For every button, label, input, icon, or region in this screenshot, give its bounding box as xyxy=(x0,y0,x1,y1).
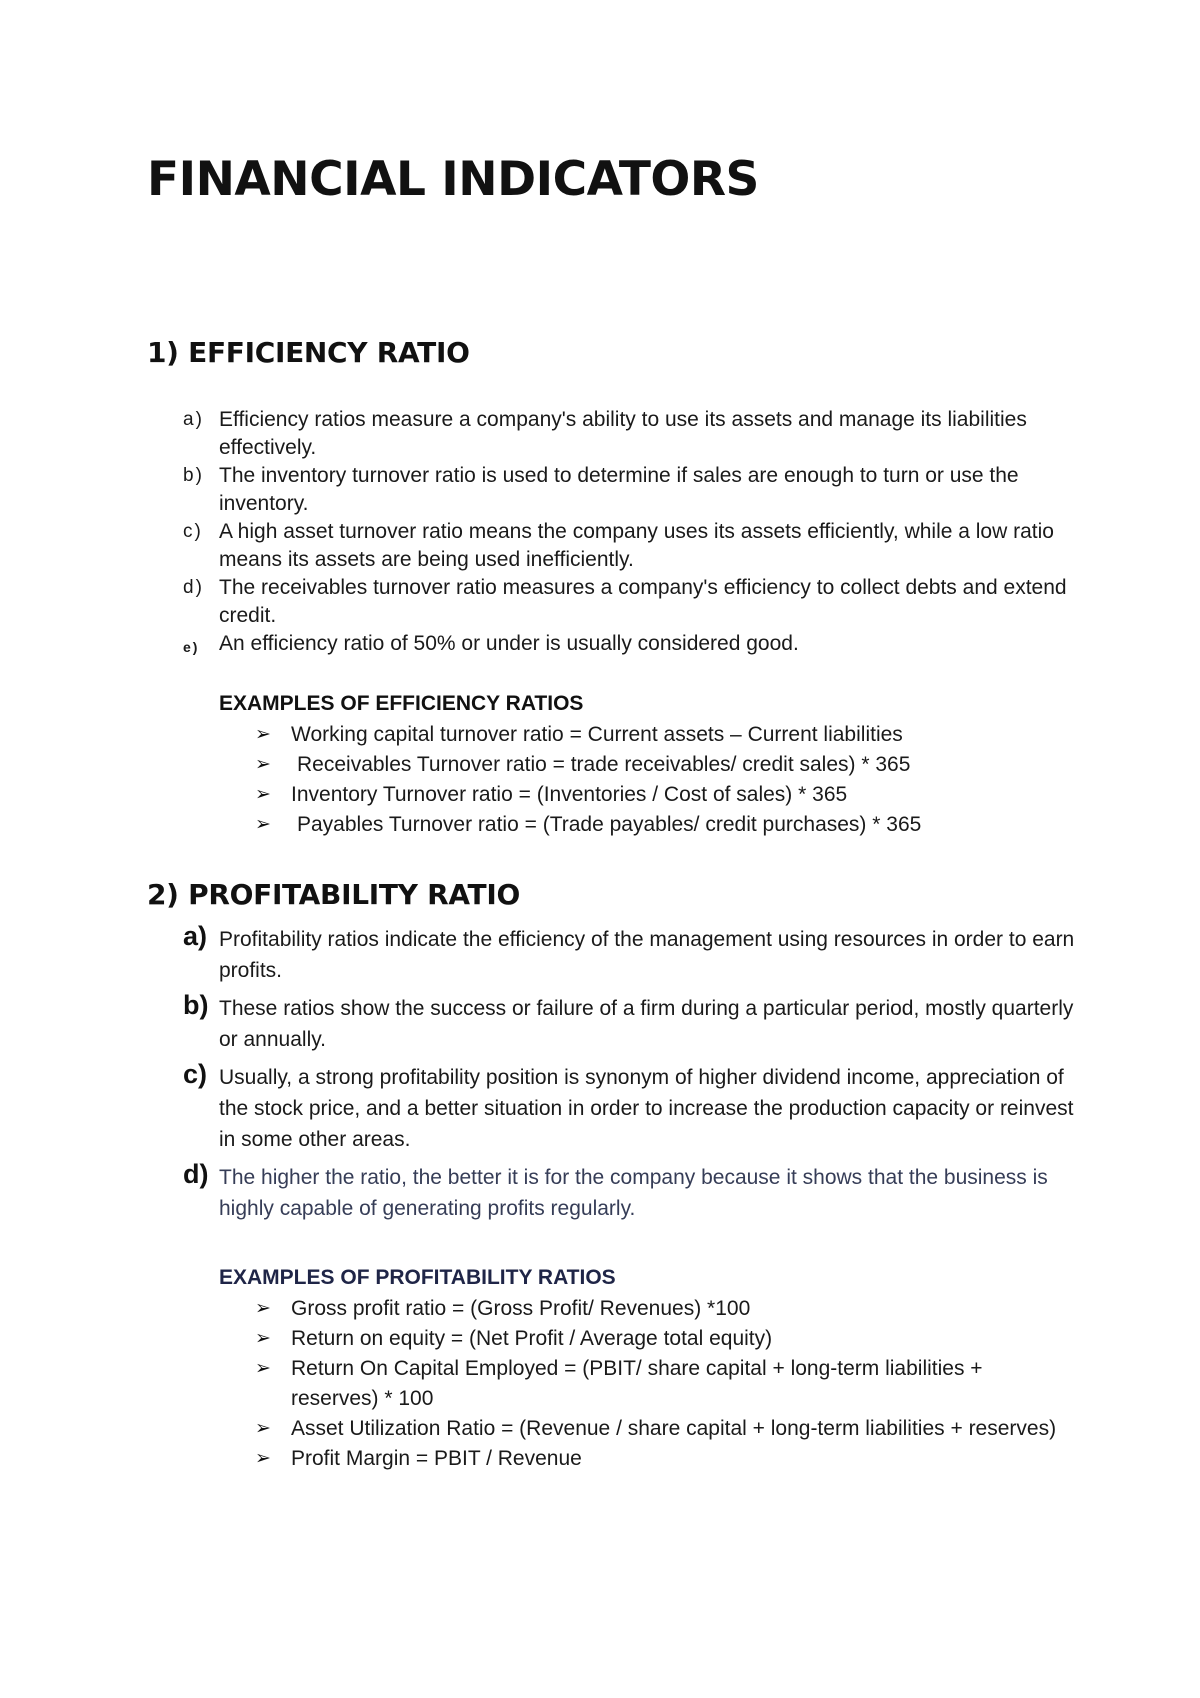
arrowhead-bullet-icon: ➢ xyxy=(255,1328,271,1349)
examples-heading-profitability: EXAMPLES OF PROFITABILITY RATIOS xyxy=(219,1266,616,1289)
list-item xyxy=(255,810,1075,840)
list-item xyxy=(183,1159,1083,1224)
list-item-text: An efficiency ratio of 50% or under is usually considered good. xyxy=(219,632,799,655)
list-item-text: Payables Turnover ratio = (Trade payables/ credit purchases) * 365 xyxy=(297,813,922,836)
list-item xyxy=(255,1324,1075,1354)
list-item-text: Return On Capital Employed = (PBIT/ share capital + long-term liabilities + reserves) * 100 xyxy=(291,1357,983,1410)
efficiency-examples-list xyxy=(255,720,1075,840)
list-marker: d) xyxy=(183,1159,209,1189)
list-item xyxy=(183,574,1083,630)
list-item xyxy=(183,518,1083,574)
list-item-text: Asset Utilization Ratio = (Revenue / share capital + long-term liabilities + reserves) xyxy=(291,1417,1057,1440)
arrowhead-bullet-icon: ➢ xyxy=(255,814,271,835)
list-item xyxy=(183,1059,1083,1155)
list-marker: a) xyxy=(183,921,208,951)
examples-heading-efficiency: EXAMPLES OF EFFICIENCY RATIOS xyxy=(219,692,584,715)
arrowhead-bullet-icon: ➢ xyxy=(255,784,271,805)
list-item-text: Return on equity = (Net Profit / Average total equity) xyxy=(291,1327,773,1350)
list-marker: b) xyxy=(183,465,204,486)
list-item xyxy=(255,1294,1075,1324)
list-item xyxy=(255,1444,1075,1474)
list-item-text: The higher the ratio, the better it is for the company because it shows that the business is highly capable of generating profits regularly. xyxy=(219,1166,1048,1220)
arrowhead-bullet-icon: ➢ xyxy=(255,1418,271,1439)
profitability-points-list xyxy=(183,921,1083,1231)
profitability-examples-list xyxy=(255,1294,1075,1474)
list-marker: b) xyxy=(183,990,209,1020)
list-item-text: Profit Margin = PBIT / Revenue xyxy=(291,1447,582,1470)
arrowhead-bullet-icon: ➢ xyxy=(255,1448,271,1469)
list-item-text: Gross profit ratio = (Gross Profit/ Revenues) *100 xyxy=(291,1297,751,1320)
list-item xyxy=(255,720,1075,750)
list-item xyxy=(183,462,1083,518)
efficiency-points-list xyxy=(183,406,1083,658)
list-marker: d) xyxy=(183,577,204,598)
list-marker: c) xyxy=(183,521,203,542)
list-item-text: Receivables Turnover ratio = trade receivables/ credit sales) * 365 xyxy=(297,753,911,776)
section-heading-profitability: 2) PROFITABILITY RATIO xyxy=(147,878,520,911)
list-item-text: Inventory Turnover ratio = (Inventories / Cost of sales) * 365 xyxy=(291,783,848,806)
list-item-text: These ratios show the success or failure of a firm during a particular period, mostly quarterly or annually. xyxy=(219,997,1074,1051)
list-item-text: Working capital turnover ratio = Current assets – Current liabilities xyxy=(291,723,903,746)
list-item xyxy=(255,750,1075,780)
list-marker: a) xyxy=(183,409,204,430)
list-item xyxy=(183,406,1083,462)
arrowhead-bullet-icon: ➢ xyxy=(255,724,271,745)
list-item xyxy=(255,780,1075,810)
list-item-text: Profitability ratios indicate the efficiency of the management using resources in order to earn profits. xyxy=(219,928,1075,982)
arrowhead-bullet-icon: ➢ xyxy=(255,1358,271,1379)
page-title: FINANCIAL INDICATORS xyxy=(147,152,759,207)
list-item-text: A high asset turnover ratio means the company uses its assets efficiently, while a low ratio means its assets are being used inefficiently. xyxy=(219,520,1054,571)
list-marker: e) xyxy=(183,639,200,655)
list-item xyxy=(183,630,1083,658)
list-marker: c) xyxy=(183,1059,208,1089)
list-item xyxy=(255,1414,1075,1444)
list-item xyxy=(183,990,1083,1055)
arrowhead-bullet-icon: ➢ xyxy=(255,1298,271,1319)
list-item xyxy=(183,921,1083,986)
list-item-text: Usually, a strong profitability position is synonym of higher dividend income, appreciation of the stock price, and a better situation in order to increase the production capacity or reinvest in some other areas. xyxy=(219,1066,1074,1151)
list-item-text: The receivables turnover ratio measures a company's efficiency to collect debts and extend credit. xyxy=(219,576,1067,627)
arrowhead-bullet-icon: ➢ xyxy=(255,754,271,775)
list-item xyxy=(255,1354,1075,1414)
list-item-text: Efficiency ratios measure a company's ability to use its assets and manage its liabilities effectively. xyxy=(219,408,1027,459)
section-heading-efficiency: 1) EFFICIENCY RATIO xyxy=(147,336,470,369)
list-item-text: The inventory turnover ratio is used to determine if sales are enough to turn or use the inventory. xyxy=(219,464,1019,515)
